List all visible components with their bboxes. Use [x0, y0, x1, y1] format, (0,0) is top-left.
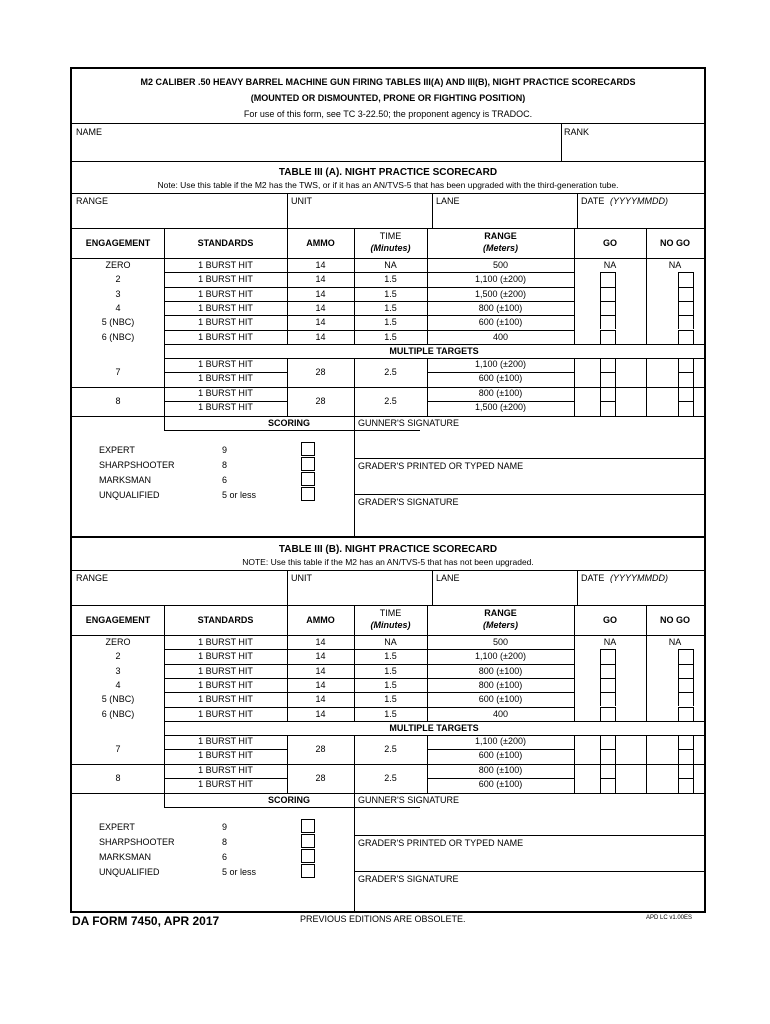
go-checkbox[interactable] — [600, 272, 616, 286]
scoring-level: SHARPSHOOTER — [99, 836, 175, 847]
grader-name-label: GRADER'S PRINTED OR TYPED NAME — [358, 837, 524, 848]
nogo-checkbox[interactable] — [678, 692, 694, 706]
range-cell: 500 — [492, 260, 509, 270]
date-field[interactable] — [577, 570, 704, 605]
range-cell: 800 (±100) — [478, 387, 523, 398]
table-title: TABLE III (A). NIGHT PRACTICE SCORECARD — [278, 167, 498, 178]
nogo-checkbox[interactable] — [678, 301, 694, 315]
time-cell: 1.5 — [384, 694, 397, 705]
multiple-targets-label: MULTIPLE TARGETS — [389, 722, 479, 733]
range-cell: 800 (±100) — [478, 764, 523, 775]
gunner-signature-label: GUNNER'S SIGNATURE — [358, 417, 460, 428]
nogo-checkbox[interactable] — [678, 315, 694, 329]
scoring-checkbox[interactable] — [301, 442, 315, 456]
go-checkbox[interactable] — [600, 387, 616, 402]
col-time-unit: (Minutes) — [370, 620, 411, 630]
range-cell: 1,100 (±200) — [475, 274, 526, 285]
go-checkbox[interactable] — [600, 764, 616, 779]
unit-field[interactable] — [287, 193, 432, 228]
ammo-cell: 14 — [315, 274, 326, 285]
standard-cell: 1 BURST HIT — [198, 764, 253, 775]
nogo-checkbox[interactable] — [678, 735, 694, 750]
grader-signature-field[interactable] — [354, 871, 704, 913]
go-checkbox[interactable] — [600, 749, 616, 764]
range-cell: 800 (±100) — [478, 679, 523, 690]
standard-cell: 1 BURST HIT — [198, 387, 253, 398]
go-checkbox[interactable] — [600, 735, 616, 750]
table-note: NOTE: Use this table if the M2 has an AN/TVS-5 that has not been upgraded. — [242, 557, 534, 567]
nogo-checkbox[interactable] — [678, 330, 694, 344]
col-engagement: ENGAGEMENT — [85, 615, 151, 625]
range-label: RANGE — [76, 573, 109, 583]
go-checkbox[interactable] — [600, 401, 616, 416]
gunner-signature-field[interactable] — [354, 793, 704, 835]
col-ammo: AMMO — [306, 238, 335, 248]
col-time-unit: (Minutes) — [370, 243, 411, 253]
ammo-cell: 14 — [315, 679, 326, 690]
scoring-label: SCORING — [267, 794, 310, 805]
col-range: RANGE — [484, 608, 517, 618]
nogo-checkbox[interactable] — [678, 401, 694, 416]
engagement-cell: 4 — [115, 302, 121, 313]
table-a-section — [72, 161, 704, 536]
time-cell: 2.5 — [384, 743, 397, 754]
scoring-checkbox[interactable] — [301, 834, 315, 848]
name-label: NAME — [76, 127, 103, 137]
col-standards: STANDARDS — [197, 238, 254, 248]
scoring-checkbox[interactable] — [301, 864, 315, 878]
grader-signature-label: GRADER'S SIGNATURE — [358, 873, 459, 884]
engagement-cell: 4 — [115, 679, 121, 690]
range-cell: 1,100 (±200) — [475, 651, 526, 662]
go-cell: NA — [603, 260, 617, 270]
scoring-level: MARKSMAN — [99, 474, 152, 485]
engagement-cell: 2 — [115, 274, 121, 285]
grader-name-field[interactable] — [354, 835, 704, 871]
col-nogo: NO GO — [659, 615, 690, 625]
scoring-value: 9 — [222, 444, 228, 455]
time-cell: 1.5 — [384, 288, 397, 299]
engagement-cell: 6 (NBC) — [101, 708, 135, 719]
col-standards: STANDARDS — [197, 615, 254, 625]
go-checkbox[interactable] — [600, 287, 616, 301]
standard-cell: 1 BURST HIT — [198, 735, 253, 746]
go-checkbox[interactable] — [600, 664, 616, 678]
ammo-cell: 14 — [315, 708, 326, 719]
standard-cell: 1 BURST HIT — [198, 750, 253, 761]
engagement-cell: 8 — [115, 395, 121, 406]
standard-cell: 1 BURST HIT — [198, 331, 253, 342]
ammo-cell: 14 — [315, 331, 326, 342]
range-cell: 600 (±100) — [478, 317, 523, 328]
range-cell: 600 (±100) — [478, 779, 523, 790]
time-cell: 1.5 — [384, 708, 397, 719]
ammo-cell: 14 — [315, 665, 326, 676]
standard-cell: 1 BURST HIT — [198, 779, 253, 790]
nogo-cell: NA — [668, 637, 682, 647]
time-cell: 1.5 — [384, 302, 397, 313]
range-cell: 1,500 (±200) — [475, 402, 526, 413]
ammo-cell: 28 — [315, 395, 326, 406]
table-title: TABLE III (B). NIGHT PRACTICE SCORECARD — [278, 544, 498, 555]
time-cell: 1.5 — [384, 317, 397, 328]
engagement-cell: 2 — [115, 651, 121, 662]
standard-cell: 1 BURST HIT — [198, 317, 253, 328]
go-checkbox[interactable] — [600, 358, 616, 373]
scoring-level: EXPERT — [99, 444, 135, 455]
standard-cell: 1 BURST HIT — [198, 302, 253, 313]
engagement-cell: 7 — [115, 743, 121, 754]
standard-cell: 1 BURST HIT — [198, 358, 253, 369]
range-label: RANGE — [76, 196, 109, 206]
ammo-cell: 14 — [315, 694, 326, 705]
scoring-value: 6 — [222, 851, 228, 862]
range-field[interactable] — [72, 193, 287, 228]
ammo-cell: 28 — [315, 743, 326, 754]
form-title-line2: (MOUNTED OR DISMOUNTED, PRONE OR FIGHTING POSITION) — [250, 93, 526, 103]
nogo-checkbox[interactable] — [678, 358, 694, 373]
form-title-line1: M2 CALIBER .50 HEAVY BARREL MACHINE GUN FIRING TABLES III(A) AND III(B), NIGHT PRACTICE SCORECARDS — [140, 77, 636, 87]
col-go: GO — [602, 615, 617, 625]
lane-label: LANE — [436, 573, 460, 583]
go-checkbox[interactable] — [600, 315, 616, 329]
nogo-checkbox[interactable] — [678, 649, 694, 663]
standard-cell: 1 BURST HIT — [198, 260, 253, 270]
standard-cell: 1 BURST HIT — [198, 373, 253, 384]
version-label: APD LC v1.00ES — [646, 915, 693, 921]
time-cell: 1.5 — [384, 274, 397, 285]
scoring-value: 9 — [222, 821, 228, 832]
scoring-value: 5 or less — [222, 866, 257, 877]
range-cell: 600 (±100) — [478, 694, 523, 705]
scoring-checkbox[interactable] — [301, 487, 315, 501]
go-checkbox[interactable] — [600, 330, 616, 344]
form-use-note: For use of this form, see TC 3-22.50; the proponent agency is TRADOC. — [243, 109, 533, 119]
nogo-checkbox[interactable] — [678, 707, 694, 721]
lane-field[interactable] — [432, 570, 577, 605]
obsolete-note: PREVIOUS EDITIONS ARE OBSOLETE. — [300, 914, 466, 924]
range-cell: 600 (±100) — [478, 373, 523, 384]
go-checkbox[interactable] — [600, 678, 616, 692]
nogo-checkbox[interactable] — [678, 749, 694, 764]
nogo-checkbox[interactable] — [678, 778, 694, 793]
gunner-signature-label: GUNNER'S SIGNATURE — [358, 794, 460, 805]
range-cell: 600 (±100) — [478, 750, 523, 761]
range-cell: 500 — [492, 637, 509, 647]
nogo-checkbox[interactable] — [678, 272, 694, 286]
nogo-checkbox[interactable] — [678, 664, 694, 678]
range-field[interactable] — [72, 570, 287, 605]
engagement-cell: 3 — [115, 288, 121, 299]
go-checkbox[interactable] — [600, 707, 616, 721]
name-field[interactable] — [72, 123, 561, 161]
form-number: DA FORM 7450, APR 2017 — [72, 914, 220, 928]
go-checkbox[interactable] — [600, 372, 616, 387]
col-range: RANGE — [484, 231, 517, 241]
ammo-cell: 14 — [315, 288, 326, 299]
time-cell: 1.5 — [384, 665, 397, 676]
range-cell: 800 (±100) — [478, 302, 523, 313]
col-range-unit: (Meters) — [482, 620, 518, 630]
date-format: (YYYYMMDD) — [610, 573, 668, 583]
engagement-cell: 8 — [115, 772, 121, 783]
time-cell: 2.5 — [384, 366, 397, 377]
col-ammo: AMMO — [306, 615, 335, 625]
multiple-targets-label: MULTIPLE TARGETS — [389, 345, 479, 356]
grader-signature-label: GRADER'S SIGNATURE — [358, 496, 459, 507]
col-time: TIME — [379, 231, 402, 241]
go-checkbox[interactable] — [600, 778, 616, 793]
col-go: GO — [602, 238, 617, 248]
date-format: (YYYYMMDD) — [610, 196, 668, 206]
date-label: DATE — [581, 196, 605, 206]
scoring-level: MARKSMAN — [99, 851, 152, 862]
engagement-cell: 6 (NBC) — [101, 331, 135, 342]
standard-cell: 1 BURST HIT — [198, 679, 253, 690]
rank-field[interactable] — [561, 123, 704, 161]
range-cell: 1,100 (±200) — [475, 735, 526, 746]
ammo-cell: 28 — [315, 772, 326, 783]
engagement-cell: ZERO — [105, 260, 131, 270]
ammo-cell: 14 — [315, 302, 326, 313]
engagement-cell: 5 (NBC) — [101, 317, 135, 328]
go-cell: NA — [603, 637, 617, 647]
col-nogo: NO GO — [659, 238, 690, 248]
scoring-checkbox[interactable] — [301, 849, 315, 863]
standard-cell: 1 BURST HIT — [198, 665, 253, 676]
date-label: DATE — [581, 573, 605, 583]
range-cell: 1,100 (±200) — [475, 358, 526, 369]
scoring-value: 6 — [222, 474, 228, 485]
standard-cell: 1 BURST HIT — [198, 274, 253, 285]
col-engagement: ENGAGEMENT — [85, 238, 151, 248]
time-cell: NA — [384, 260, 397, 270]
standard-cell: 1 BURST HIT — [198, 288, 253, 299]
scoring-label: SCORING — [267, 417, 310, 428]
table-b-section — [72, 538, 704, 911]
scoring-value: 8 — [222, 459, 228, 470]
table-note: Note: Use this table if the M2 has the TWS, or if it has an AN/TVS-5 that has been upgraded with the third-generation tube. — [157, 180, 619, 190]
nogo-checkbox[interactable] — [678, 387, 694, 402]
standard-cell: 1 BURST HIT — [198, 708, 253, 719]
lane-label: LANE — [436, 196, 460, 206]
date-field[interactable] — [577, 193, 704, 228]
scoring-checkbox[interactable] — [301, 472, 315, 486]
grader-name-field[interactable] — [354, 458, 704, 494]
scoring-checkbox[interactable] — [301, 819, 315, 833]
col-range-unit: (Meters) — [482, 243, 518, 253]
time-cell: 2.5 — [384, 395, 397, 406]
nogo-cell: NA — [668, 260, 682, 270]
lane-field[interactable] — [432, 193, 577, 228]
nogo-checkbox[interactable] — [678, 764, 694, 779]
standard-cell: 1 BURST HIT — [198, 637, 253, 647]
scoring-checkbox[interactable] — [301, 457, 315, 471]
engagement-cell: 5 (NBC) — [101, 694, 135, 705]
go-checkbox[interactable] — [600, 649, 616, 663]
col-time: TIME — [379, 608, 402, 618]
time-cell: 1.5 — [384, 331, 397, 342]
range-cell: 400 — [492, 331, 509, 342]
grader-signature-field[interactable] — [354, 494, 704, 536]
scoring-value: 5 or less — [222, 489, 257, 500]
ammo-cell: 14 — [315, 317, 326, 328]
time-cell: NA — [384, 637, 397, 647]
ammo-cell: 28 — [315, 366, 326, 377]
standard-cell: 1 BURST HIT — [198, 694, 253, 705]
time-cell: 1.5 — [384, 651, 397, 662]
nogo-checkbox[interactable] — [678, 287, 694, 301]
engagement-cell: 7 — [115, 366, 121, 377]
ammo-cell: 14 — [315, 637, 326, 647]
scoring-level: EXPERT — [99, 821, 135, 832]
scoring-level: SHARPSHOOTER — [99, 459, 175, 470]
standard-cell: 1 BURST HIT — [198, 402, 253, 413]
go-checkbox[interactable] — [600, 692, 616, 706]
range-cell: 800 (±100) — [478, 665, 523, 676]
ammo-cell: 14 — [315, 260, 326, 270]
grader-name-label: GRADER'S PRINTED OR TYPED NAME — [358, 460, 524, 471]
ammo-cell: 14 — [315, 651, 326, 662]
unit-field[interactable] — [287, 570, 432, 605]
scoring-level: UNQUALIFIED — [99, 489, 160, 500]
nogo-checkbox[interactable] — [678, 372, 694, 387]
scoring-level: UNQUALIFIED — [99, 866, 160, 877]
time-cell: 1.5 — [384, 679, 397, 690]
scoring-value: 8 — [222, 836, 228, 847]
standard-cell: 1 BURST HIT — [198, 651, 253, 662]
unit-label: UNIT — [291, 196, 312, 206]
range-cell: 1,500 (±200) — [475, 288, 526, 299]
time-cell: 2.5 — [384, 772, 397, 783]
nogo-checkbox[interactable] — [678, 678, 694, 692]
go-checkbox[interactable] — [600, 301, 616, 315]
scorecard-form — [70, 67, 706, 913]
range-cell: 400 — [492, 708, 509, 719]
engagement-cell: 3 — [115, 665, 121, 676]
unit-label: UNIT — [291, 573, 312, 583]
rank-label: RANK — [564, 127, 590, 137]
gunner-signature-field[interactable] — [354, 416, 704, 458]
engagement-cell: ZERO — [105, 637, 131, 647]
